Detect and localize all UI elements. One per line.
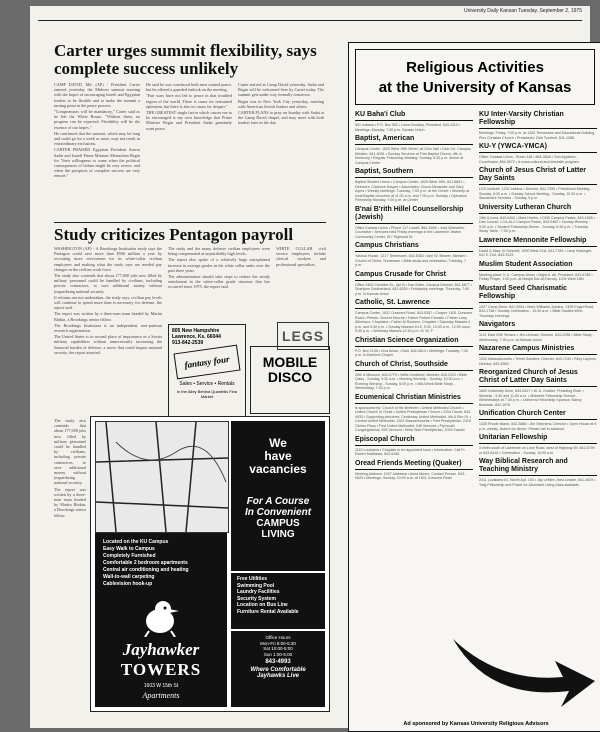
mobile-disco-ad: [250, 346, 330, 414]
entry-detail: 1927 Camp Drive, 841-3904 • Mark Williams, Advisor, 1305 Engel Road, 843-1748 • Sunday Celebration - 10:30 a.m. • Bible Studies Wed-Thursday evenings: [479, 304, 595, 318]
entry-detail: 1600 University Drive, 843-6427 • W. A. Gosline, Presiding Elder • Worship - 9:30 and 11:00 a.m. • Midweek Fellowship Service - Wednesdays at 7:30 p.m. • Uniforms Fellowship Sponsor, Nancy Bowman, 842-1076: [479, 389, 584, 407]
entry-detail: 501 Indiana • P.O. Box 552 • Lorne Buckley, President, 843-4110 • Meetings: Monday, 7:30 p.m. Kansas Union: [355, 123, 461, 132]
religious-entry: [479, 410, 597, 431]
religious-title-line2: at the University of Kansas: [378, 79, 572, 96]
entry-rule: [355, 280, 473, 281]
entry-name: Baptist, Southern: [355, 168, 414, 175]
campus-features: [95, 533, 227, 594]
religious-entry: [479, 204, 597, 234]
religious-entry: [479, 345, 597, 366]
entry-rule: [479, 354, 597, 355]
entry-name: Church of Christ, Southside: [355, 360, 448, 368]
entry-name: KU Baha'i Club: [355, 111, 406, 118]
religious-entry: [479, 167, 597, 201]
entry-name: Reorganized Church of Jesus Christ of Latter Day Saints: [479, 369, 578, 384]
fantasy-four-ad: [168, 324, 246, 418]
towers-sub: Apartments: [142, 691, 180, 700]
entry-name: B'nai B'rith Hillel Counsellorship (Jewish): [355, 205, 464, 221]
feature-item: Location on Bus Line: [237, 602, 288, 608]
entry-rule: [355, 370, 473, 371]
entry-name: Unification Church Center: [479, 410, 566, 417]
legs-ad: LEGS: [277, 322, 329, 350]
religious-entry: [479, 369, 597, 407]
fantasy-city: Lawrence, Ks. 66044: [172, 334, 221, 340]
entry-name: Lawrence Mennonite Fellowship: [479, 236, 587, 244]
entry-rule: [479, 419, 597, 420]
towers-phone: 843-4993: [265, 659, 291, 665]
religious-right-column: [479, 111, 597, 490]
campus-feature-item: Easy Walk to Campus: [103, 546, 155, 552]
campus-map: [95, 421, 229, 533]
towers-features: [231, 573, 325, 629]
entry-rule: [479, 213, 597, 214]
entry-rule: [355, 144, 473, 145]
entry-rule: [355, 223, 473, 224]
entry-detail: LDS Institute, 1232 Indiana • Director, 841-7355 • Priesthood Meeting - Sunday, 8:30 a.m. • Sunday School Meeting - Sunday, 10:30 a.m. • Sacrament Services - Sunday, 5 p.m.: [479, 187, 592, 200]
religious-activities-ad: [348, 42, 600, 732]
religious-entry: [355, 361, 473, 391]
entry-name: Oread Friends Meeting (Quaker): [355, 459, 462, 467]
feature-item: Security System: [237, 595, 276, 602]
entry-name: Christian Science Organization: [355, 336, 459, 344]
religious-title-line1: Religious Activities: [406, 59, 544, 76]
religious-entry: [355, 271, 473, 297]
entry-detail: P.O. Box 2136 • Kiva Arkan, Chair, 842-4614 • Meetings: Tuesday, 7:30 p.m. in Danforth Chapel: [355, 348, 469, 357]
religious-entry: [355, 436, 473, 457]
campus-feature-item: Completely Furnished: [103, 553, 156, 559]
religious-entry: [479, 321, 597, 342]
entry-name: Nazarene Campus Ministries: [479, 345, 575, 352]
vacancies-we: We: [269, 436, 287, 450]
entry-name: Way Biblical Research and Teaching Ministry: [479, 458, 568, 473]
towers-hours-panel: [231, 631, 325, 707]
feature-item: Laundry Facilities: [237, 589, 280, 595]
religious-entry: [355, 460, 473, 481]
running-header: University Daily Kansan Tuesday, September 2, 1975: [463, 8, 582, 14]
office-hours: Office Hours Mon-Fri 8:00-5:30 Sat 10:00-5:00 Sun 1:00-5:00: [260, 635, 296, 657]
entry-rule: [479, 128, 597, 129]
entry-detail: Meeting place: K.U. Campus Union • Majid A. Ali, President, 843-6788 • Friday Prayer, 1:00 p.m. at Masjid Dar-Al-Farooq, 1204 West 18th: [479, 272, 593, 281]
entry-rule: [479, 475, 597, 476]
towers-tagline: Where Comfortable Jayhawks Live: [250, 667, 306, 679]
entry-name: Mustard Seed Charismatic Fellowship: [479, 284, 567, 300]
entry-rule: [355, 445, 473, 446]
entry-detail: 1116 Louisiana • Chaplain to be appointed soon • Information: Call Fr. Robert Matthews, 843-6166: [355, 447, 466, 456]
feature-item: Free Utilities: [237, 576, 268, 582]
story2-col-1: WASHINGTON (AP) - A Brookings Institution study says the Pentagon could save more than $500 million a year by recruiting more servicemen for its white-collar civilian employees and making what the study says are needed pay changes in the civilian work force. The study also contends that about 177,000 jobs now filled by military personnel could be handled by civilians, including private contractors, to save additional money without jeopardizing national security. If reforms are not undertaken, the study says, civilian pay levels will continue to spend more than is necessary for defense, the report said. The report was written by a three-man team headed by Martin Binkin, a Brookings senior fellow. The Brookings Institution is an independent, non-partisan research organization. The United States is in second place of importance as a Soviet military capabilities without unnecessarily increasing the financial burden of defense, a move that could impair national security, the report asserted.: [54, 246, 162, 355]
entry-detail: 15th & Iowa, 843-0462 • Mark Hoehn, LCMS Campus Pastor, 843-1695 • Dan Conrad, LCA-ALC Campus Pastor, 843-0462 • Sunday Worship - 9:30 a.m. • Student Fellowship Dinner - Sunday, 5:30 p.m. • Tuesday Study Table - 7:00 p.m.: [479, 215, 595, 233]
entry-name: University Lutheran Church: [479, 203, 572, 211]
entry-detail: Yashua House, 1217 Tennessee, 842-6363 • Ann W. Brewer, Minister • Church of Christ, Tennessee • Bible study and celebration, Tuesday, 7 p.m.: [355, 254, 468, 267]
religious-entry: [479, 237, 597, 258]
course-line2: In Convenient: [244, 507, 312, 518]
campus-feature-item: Cablevision hook-up: [103, 581, 153, 587]
entry-rule: [355, 120, 473, 121]
story1-col-1: CAMP DAVID, Md. (AP) - President Carter entered yesterday the Mideast summit meeting with the hopes of encouraging Israeli and Egyptian leaders to be flexible and to make the summit a turning point in the peace process. "Compromises will be mandatory," Carter said as he left the White House. "Without them, no progress can be expected. Flexibility will be the essence of our hopes." He confirmed that the summit, which may be long and could go for a week or more, may not result in extraordinary exclusions. CARTER PRAISED Egyptian President Anwar Sadat and Israeli Prime Minister Menachem Begin for "their willingness to come when the political consequences of failure might be very severe, and when the prospects of complete success are very remote.": [54, 82, 140, 179]
entry-name: Campus Christians: [355, 242, 419, 249]
story2-col-3: WHITE COLLAR civil service employees include clerical workers and professional specialists.: [276, 246, 326, 267]
entry-detail: David & Mary Jo Schmidt, 1900 West 21st, 841-7784 • Larry Holsinger, 641 E 21st, 843-9133: [479, 248, 592, 257]
entry-detail: Campus Center, 1631 Crescent Road, 843-0357 • Chapel: 1631 Crescent Road • Priests: Vincent Krische • Father Robert Dresslin • Father Larry Albertson, Chaplains • Father Al Rockers, Chaplain • Saturday Masses 4 p.m. and 5:30 p.m. • Sunday Masses 8:15, 9:30, 10:30 a.m., 12:00 noon, 5:30 p.m. • Weekday Masses 12:30 p.m. M, W, F: [355, 311, 473, 333]
story-divider: [54, 222, 326, 223]
story2-continued: The study also contends that about 177,000 jobs now filled by military personnel could be handled by civilians, including private contractors, to save additional money without jeopardizing national security. The report was written by a three-man team headed by Martin Binkin, a Brookings senior fellow.: [54, 418, 86, 518]
entry-detail: Campus Center, 1629 West 19th Street, all Ohio Hall • Dick Orr, Campus Minister, 841-6081 • Sunday Services at First Baptist Church, 8th & Kentucky • Regular Fellowship Meeting: Sunday, 5:30 p.m. dinner at Campus Center: [355, 147, 471, 165]
entry-detail: 3 miles south of Lawrence on Lone Road, west of Highway 59, 842-5799 or 843-6416 • Celebration - Sunday, 10:00 a.m.: [479, 446, 595, 455]
entry-rule: [479, 246, 597, 247]
entry-detail: is sponsored by: Church of the Brethren • United Methodist Church • United Church of Christ • United Presbyterian Church • 1204 Oread, 843-4933 • Supporting churches: Centenary United Methodist, 4th & Elm St. • Central United Methodist, 1501 Massachusetts • First Presbyterian, 2415 Clinton Pkwy • First United Methodist, 946 Vermont • Plymouth Congregational, 925 Vermont • West Side Presbyterian, 1024 Kasold: [355, 405, 472, 432]
religious-entry: [355, 135, 473, 165]
entry-rule: [479, 270, 597, 271]
story2-col-2: The study and the many defense civilian employees were being compensated at unjustifiably high levels. The report also spoke of a relatively large unexplained increase in average grades in the white collar ranks over the past three years. The administration should take steps to reduce the steady enrichment in the white-collar grade structure that has occurred since 1975, the report said.: [168, 246, 270, 290]
header-rule: [38, 20, 582, 21]
entry-detail: Office: Kansas Union - Room 118 • 864-3848 • Tom Appleton, Coordinator, 864-5972 • A cross-cultural and interfaith program.: [479, 155, 580, 164]
towers-address: 1603 W 15th St: [143, 683, 179, 689]
campus-feature-item: Located on the KU Campus: [103, 539, 169, 545]
course-line4: LIVING: [261, 529, 295, 540]
religious-entry: [355, 299, 473, 334]
entry-name: Church of Jesus Christ of Latter Day Saints: [479, 167, 586, 182]
religious-entry: [479, 111, 597, 140]
entry-name: Muslim Student Association: [479, 260, 573, 268]
entry-name: Unitarian Fellowship: [479, 434, 548, 441]
religious-footer: Ad sponsored by Kansas University Religious Advisors: [403, 721, 549, 727]
campus-feature-item: Comfortable 2 bedroom apartments: [103, 560, 188, 566]
story2-headline: Study criticizes Pentagon payroll: [54, 225, 294, 244]
entry-rule: [479, 443, 597, 444]
campus-feature-item: Central air conditioning and heating: [103, 567, 189, 573]
feature-item: Furniture Rental Available: [237, 608, 299, 615]
entry-detail: 1121 East 20th Terrace • Jim Lehman, Director, 843-2098 • Bible Study - Wednesday, 7:30 p.m. at Kansas Union: [479, 333, 594, 342]
towers-name: TOWERS: [120, 660, 202, 679]
vacancies-have: have: [264, 449, 292, 463]
religious-entry: [479, 458, 597, 487]
story1-col-2: He said he was convinced both men wanted peace, but he offered a guarded outlook on the meeting. "Fair wars have not led to peace in that troubled region of the world. There is cause for restrained optimism, but there is also no cause for despair." THE GREATEST single factor which causes me to be encouraged is my own knowledge that Prime Minister Begin and President Sadat genuinely want peace.: [146, 82, 232, 131]
entry-detail: 2411 Louisiana #1, Wurth Apt. 104 • Jay LeMire, Area Leader, 841-4629 • Twig Fellowship and Power for Abundant Living class available.: [479, 478, 596, 487]
religious-entry: [355, 111, 473, 132]
entry-name: Baptist, American: [355, 135, 415, 142]
entry-detail: Meetings: Friday, 7:00 p.m. at 1300 Tennessee and Educational Building, Plus Christian Church • Presidents: Dick Turnbull, 841-1288: [479, 131, 596, 140]
religious-left-column: [355, 111, 473, 484]
religious-entry: [479, 434, 597, 455]
jayhawk-mascot-icon: [135, 597, 185, 637]
entry-name: Catholic, St. Lawrence: [355, 299, 430, 306]
campus-features-panel: [95, 533, 227, 707]
entry-rule: [479, 184, 597, 185]
fantasy-services: Sales • Service • Rentals: [179, 381, 235, 387]
entry-detail: Office 2400 Crestline Dr., Apt B • Dan Kafer, Campus Director, 841-6677 • Sharilynn Southerland, 842-6339 • Fellowship meetings: Thursday, 7:00 p.m. in Kansas Union: [355, 282, 473, 296]
entry-detail: Meeting Address: 1007 Alabama • Anna Moore, Contact Person, 843-9625 • Meetings: Sunday, 10:00 a.m. at 1601 Crescent Road: [355, 471, 466, 480]
newspaper-page: [30, 6, 597, 728]
entry-detail: 25th & Missouri, 843-0770 • Willis Crediford, Minister, 843-2023 • Bible Class - Sunday, 9:30 a.m. • Morning Worship - Sunday, 10:30 a.m. • Evening Worship - Sunday, 6:00 p.m. • Mid-Week Bible Study - Wednesday, 7:30 p.m.: [355, 372, 468, 390]
entry-name: KU-Y (YWCA-YMCA): [479, 143, 547, 150]
course-line3: CAMPUS: [256, 518, 300, 529]
arrow-graphic: [449, 631, 597, 713]
entry-name: Episcopal Church: [355, 435, 415, 443]
campus-feature-item: Wall-to-wall carpeting: [103, 574, 155, 580]
entry-name: Navigators: [479, 321, 516, 328]
entry-rule: [355, 308, 473, 309]
entry-name: Campus Crusade for Christ: [355, 270, 447, 278]
disco-line2: DISCO: [267, 369, 313, 385]
vacancies-panel: [231, 421, 325, 571]
religious-entry: [479, 143, 597, 164]
jayhawker-towers-ad: [90, 416, 330, 712]
entry-detail: Baptist Student Union • Campus Center, 1629 West 19th, 841-6851 • Directors: Clarence Kasper • Associates: Chuck Alexander and Gary Ayres • Weekly meetings: Tuesday, 7:00 p.m. at the Center • Worship at local Baptist churches at 11:00 a.m. and 7:00 p.m. Sunday • Operation Friendship Monday, 7:00 p.m. at Center: [355, 180, 470, 202]
fantasy-phone: 913-842-2539: [172, 340, 204, 346]
entry-rule: [355, 251, 473, 252]
religious-entry: [355, 337, 473, 358]
feature-item: Swimming Pool: [237, 582, 275, 589]
entry-rule: [355, 469, 473, 470]
fantasy-note: In the Alley Behind Quantrills Flea Market: [176, 389, 238, 399]
religious-entry: [479, 261, 597, 282]
story1-headline: Carter urges summit flexibility, says complete success unlikely: [54, 41, 317, 78]
entry-rule: [479, 302, 597, 303]
entry-detail: 1942 Massachusetts • Terrell Sanders, Director, 843-7240 • Riley Laymon, Director, 843-8963: [479, 357, 597, 366]
fantasy-address: 805 New Hampshire: [172, 328, 220, 334]
fantasy-logo: fantasy four: [174, 345, 241, 380]
disco-line1: MOBILE: [262, 354, 318, 370]
religious-entry: [355, 168, 473, 203]
entry-rule: [479, 152, 597, 153]
entry-rule: [479, 386, 597, 387]
vacancies-word: vacancies: [249, 462, 307, 476]
entry-name: Ecumenical Christian Ministries: [355, 393, 461, 401]
entry-rule: [355, 177, 473, 178]
entry-detail: 1335 Rhode Island, 842-3886 • Jim Stephens, Director • Open House at 6 p.m. weekly, lecture for dinner. Please call in advance.: [479, 422, 597, 431]
story1-col-3: Carter arrived at Camp David yesterday. Sadat and Begin will be welcomed here by Carter today. The summit gets under way formally tomorrow. Begin was in New York City yesterday, meeting with American Jewish leaders and others. CARTER PLANS to pray on Sunday with Sadat at the Camp David chapel, and may meet with both leaders later in the day.: [238, 82, 324, 126]
entry-detail: Office Kansas Union • Phone 117 Lowell, 864-3948 • Joey Weinstein, Counselor • Services held Friday evenings in the Lawrence Jewish Community Center, 917 Highland Dr.: [355, 225, 465, 239]
religious-entry: [355, 394, 473, 433]
entry-rule: [479, 330, 597, 331]
religious-entry: [479, 285, 597, 319]
map-lines: [96, 422, 228, 532]
entry-rule: [355, 346, 473, 347]
religious-entry: [355, 242, 473, 268]
entry-name: KU Inter-Varsity Christian Fellowship: [479, 111, 564, 126]
course-line1: For A Course: [246, 496, 310, 507]
religious-title: [355, 49, 595, 105]
jayhawker-name: Jayhawker: [122, 640, 200, 659]
religious-entry: [355, 206, 473, 240]
entry-rule: [355, 403, 473, 404]
